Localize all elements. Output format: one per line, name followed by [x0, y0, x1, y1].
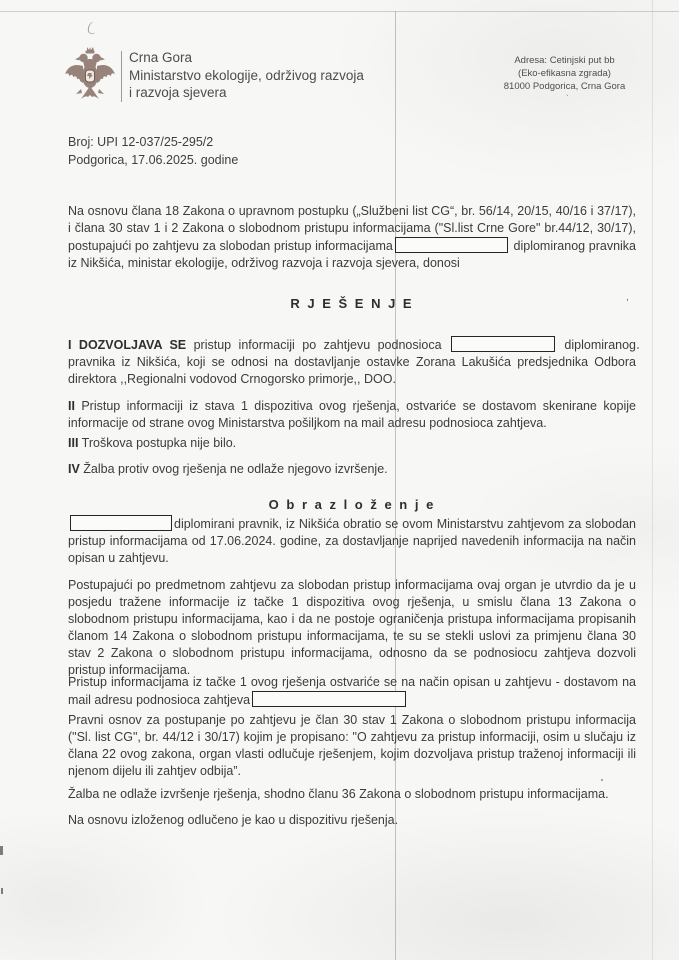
text-run: Troškova postupka nije bilo. [78, 436, 237, 450]
dispositive-item-4 [68, 461, 636, 478]
pen-mark [87, 21, 98, 35]
intro-paragraph [68, 203, 636, 272]
explanation-paragraph-1 [68, 515, 636, 567]
text-run: diplomiranog pravnika iz Nikšića, koji se odnosi na dostavljanje ostavke Zorana Lakušića predsjednika Odbora direktora ,,Regionalni vodovod Crnogorsko primorje,, DOO. [68, 338, 636, 386]
explanation-paragraph-2 [68, 577, 636, 679]
text-run: Pristup informacijama iz tačke 1 ovog rješenja ostvariće se na način opisan u zahtjevu - dostavom na mail adresu podnosioca zahtjeva [68, 675, 636, 707]
explanation-paragraph-6 [68, 812, 636, 829]
country-name: Crna Gora [129, 50, 193, 65]
document-meta [68, 134, 238, 169]
ministry-line-2: i razvoja sjevera [129, 85, 227, 100]
address-block [462, 54, 667, 93]
address-line-1: Adresa: Cetinjski put bb [514, 55, 615, 66]
text-run: pristup informaciji po zahtjevu podnosioca [186, 338, 449, 352]
place-date: Podgorica, 17.06.2025. godine [68, 152, 239, 167]
text-run: diplomirani pravnik, iz Nikšića obratio se ovom Ministarstvu zahtjevom za slobodan pristup informacijama od 17.06.2024. godine, za dostavljanje naprijed navedenih informacija na način opisan u zahtjevu. [68, 517, 636, 565]
explanation-paragraph-3 [68, 674, 636, 709]
decision-title: R J E Š E N J E [290, 296, 414, 311]
redaction-box [451, 336, 555, 352]
text-run: Žalba protiv ovog rješenja ne odlaže njegovo izvršenje. [79, 462, 388, 476]
text-run: Žalba ne odlaže izvršenje rješenja, shodno članu 36 Zakona o slobodnom pristupu informacijama. [68, 787, 609, 801]
bold-text-run: I DOZVOLJAVA SE [68, 338, 187, 352]
montenegro-coat-of-arms-icon [63, 45, 117, 105]
letterhead-divider [121, 51, 122, 102]
scan-speck [1, 888, 3, 894]
scan-speck [637, 347, 639, 349]
dispositive-item-2 [68, 398, 636, 432]
fold-line-right [652, 0, 653, 960]
explanation-paragraph-5 [68, 786, 636, 803]
address-line-3: 81000 Podgorica, Crna Gora [503, 81, 626, 92]
bold-text-run: IV [68, 462, 80, 476]
text-run: Pristup informaciji iz stava 1 dispozitiva ovog rješenja, ostvariće se dostavom skenirane kopije informacije od strane ovog Ministarstva pošiljkom na mail adresu podnosioca zahtjeva. [68, 399, 636, 430]
text-run: Pravni osnov za postupanje po zahtjevu je član 30 stav 1 Zakona o slobodnom pristupu informacija ("Sl. list CG", br. 44/12 i 30/17) kojim je propisano: "O zahtjevu za pristup informaciji, osim u slučaju iz člana 22 ovog zakona, organ vlasti odlučuje rješenjem, kojim dozvoljava pristup traženoj informaciji ili njenom dijelu ili zahtjev odbija”. [68, 713, 636, 778]
ministry-line-1: Ministarstvo ekologije, održivog razvoja [129, 67, 364, 83]
fold-line-horizontal [0, 11, 679, 12]
redaction-box [70, 515, 172, 531]
dispositive-item-3 [68, 435, 636, 452]
dispositive-item-1 [68, 336, 636, 388]
explanation-title: O b r a z l o ž e n j e [268, 497, 436, 512]
redaction-box [395, 237, 508, 253]
text-run: diplomiranog pravnika iz Nikšića, ministar ekologije, održivog razvoja i razvoja sjevera, donosi [68, 239, 636, 270]
scan-speck [0, 846, 3, 855]
bold-text-run: III [68, 436, 79, 450]
text-run: Postupajući po predmetnom zahtjevu za slobodan pristup informacijama ovaj organ je utvrdio da je u posjedu tražene informacije iz tačke 1 dispozitiva ovog rješenja, u smislu člana 13 Zakona o slobodnom pristupu informacijama, kao i da ne postoje ograničenja pristupa informacijama propisanih članom 14 Zakona o slobodnom pristupu informacijama, te su se stekli uslovi za primjenu člana 30 stav 2 Zakona o slobodnom pristupu informacijama, odnosno da se podnosiocu zahtjeva dozvoli pristup informacijama. [68, 578, 636, 677]
address-line-2: (Eko-efikasna zgrada) [518, 68, 611, 79]
explanation-paragraph-4 [68, 712, 636, 780]
scan-speck: , [626, 292, 629, 303]
scan-speck: ` [566, 94, 569, 103]
document-number: Broj: UPI 12-037/25-295/2 [68, 135, 214, 149]
text-run: Na osnovu člana 18 Zakona o upravnom postupku („Službeni list CG“, br. 56/14, 20/15, 40/16 i 37/17), i člana 30 stav 1 i 2 Zakona o slobodnom pristupu informacijama ("Sl.list Crne Gore" br.44/12, 30/17), postupajući po zahtjevu za slobodan pristup informacijama [68, 204, 636, 253]
ministry-name-block [129, 49, 364, 102]
bold-text-run: II [68, 399, 75, 413]
redaction-box [252, 691, 406, 707]
text-run: Na osnovu izloženog odlučeno je kao u dispozitivu rješenja. [68, 813, 399, 827]
